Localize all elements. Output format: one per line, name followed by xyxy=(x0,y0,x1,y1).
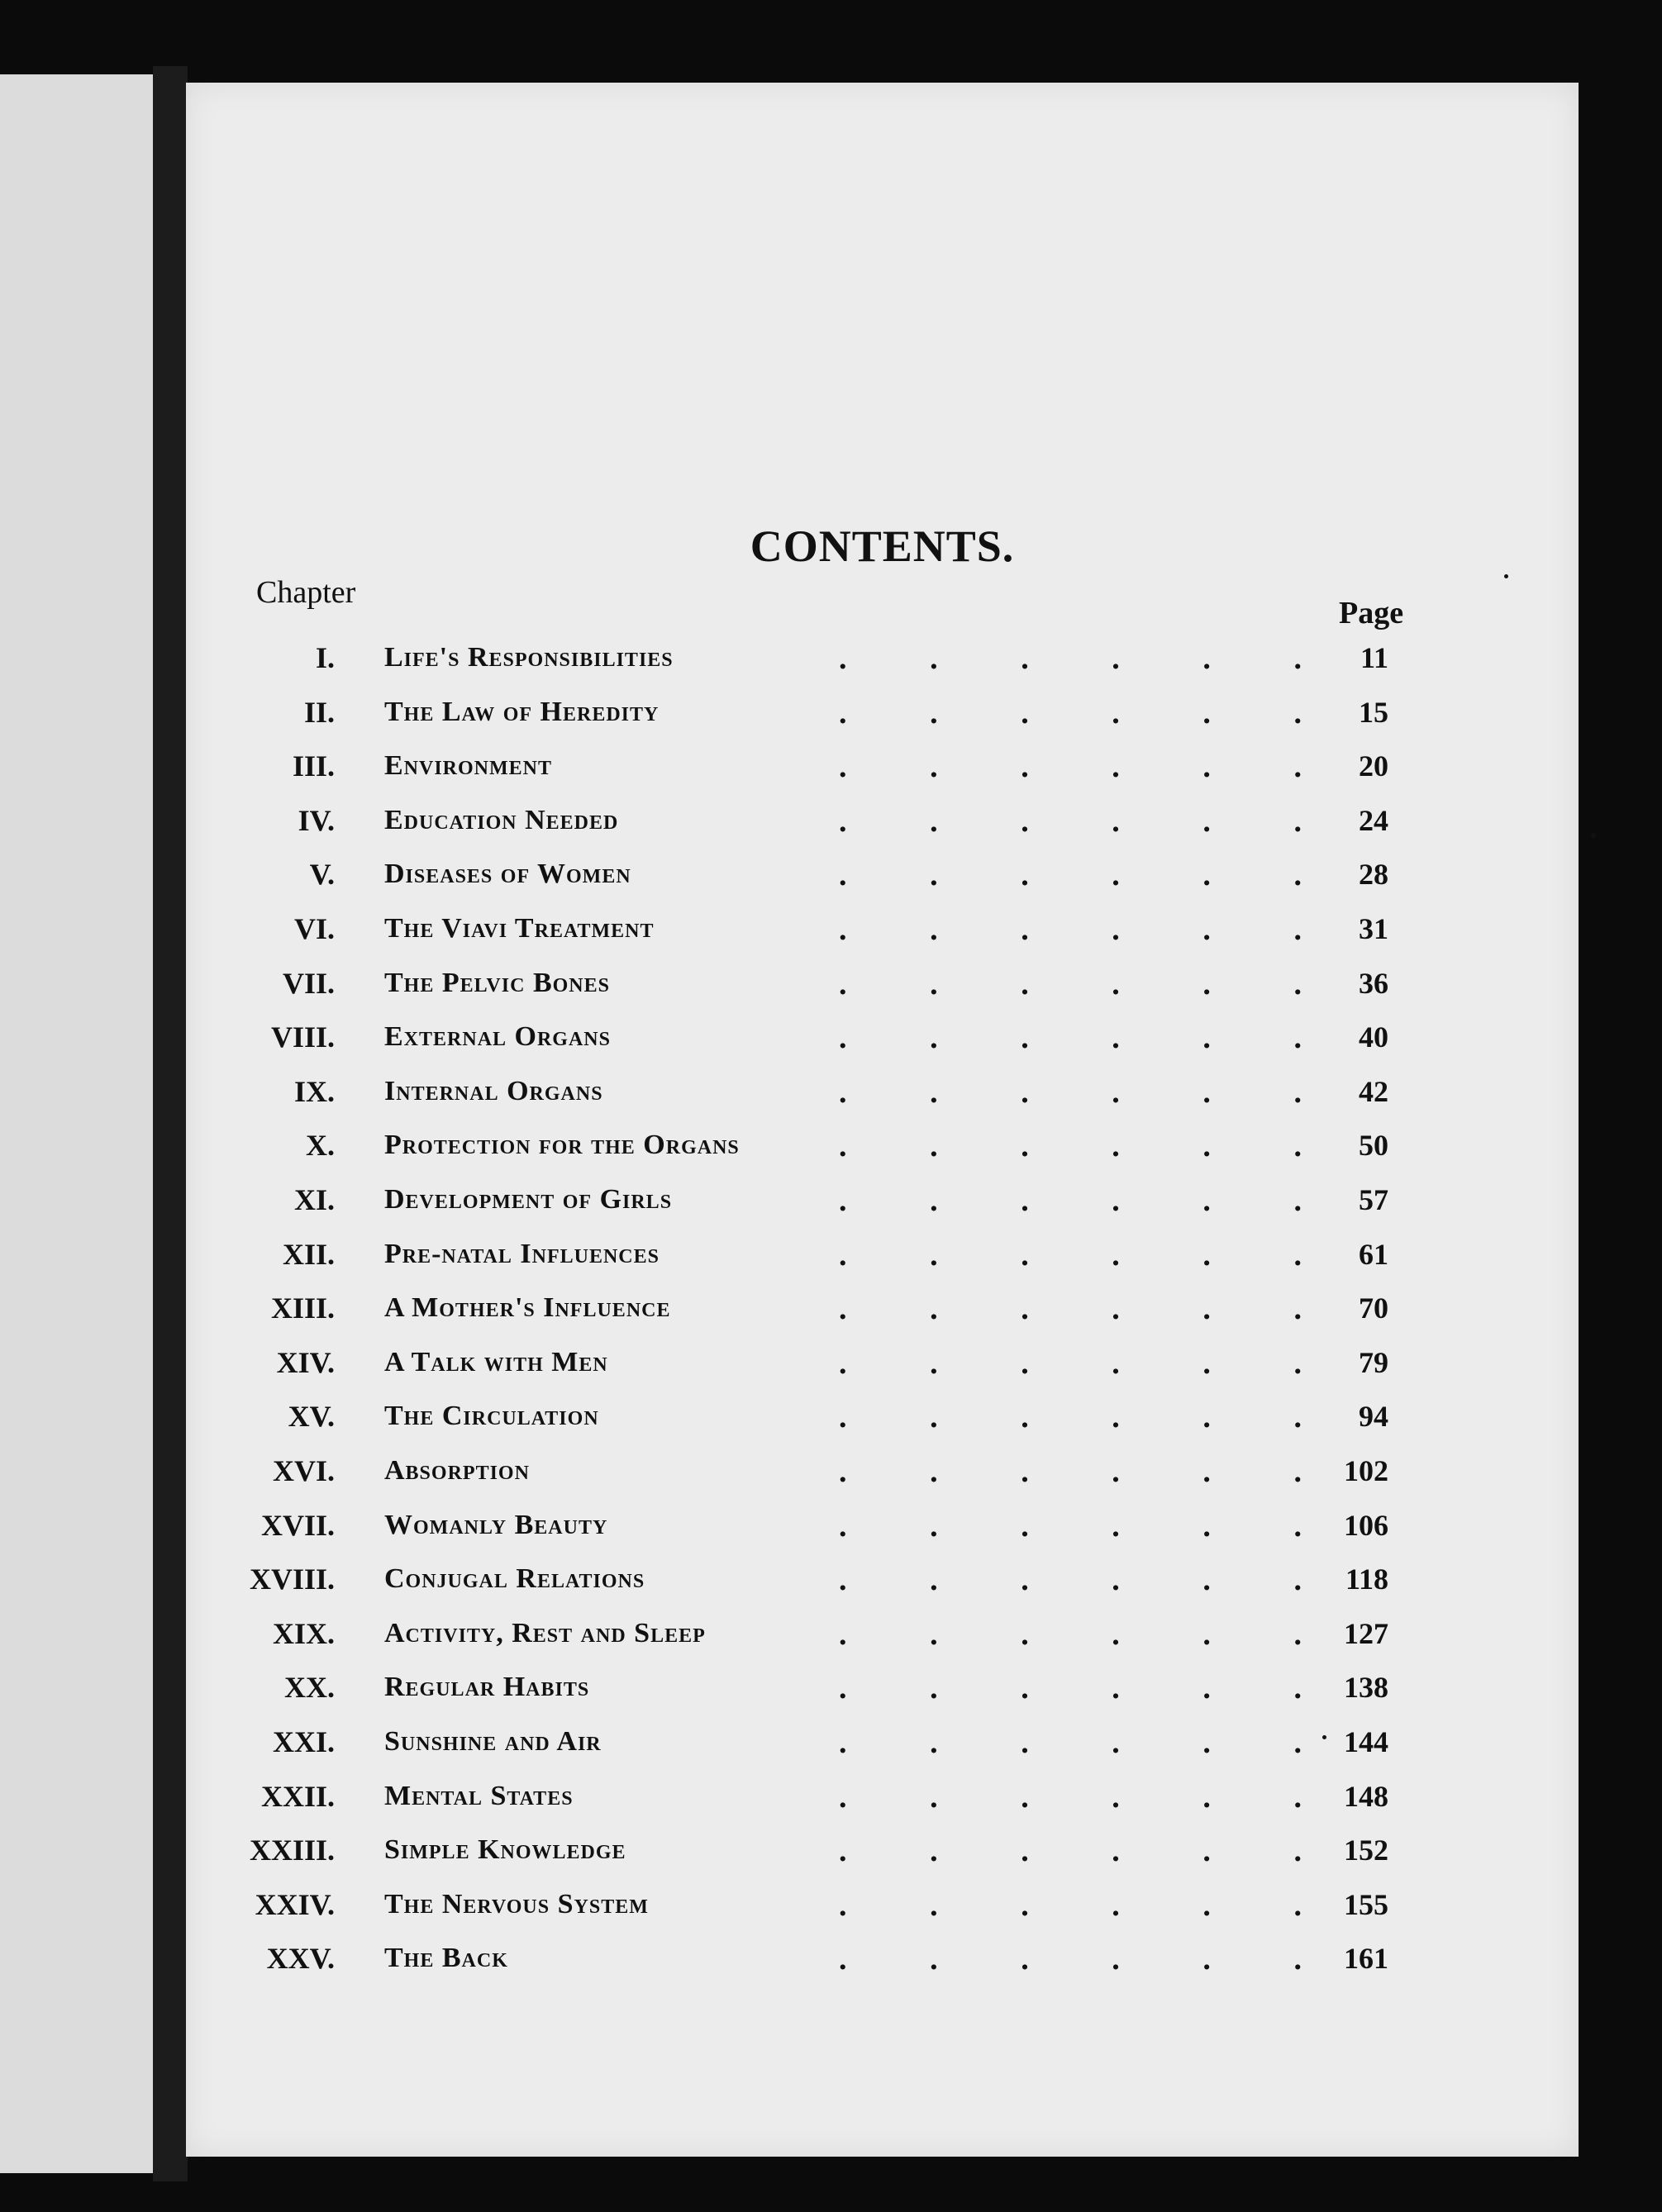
chapter-title: Education Needed xyxy=(384,804,619,835)
dot-leader: . . . . . . xyxy=(839,749,1302,785)
page-number: 138 xyxy=(1344,1671,1388,1705)
chapter-number: XXI. xyxy=(272,1725,335,1758)
page-number: 36 xyxy=(1359,966,1388,1000)
chapter-number: IX. xyxy=(293,1074,335,1108)
page-number: 24 xyxy=(1359,803,1388,837)
chapter-title: Womanly Beauty xyxy=(384,1509,608,1540)
toc-entry xyxy=(186,1399,1579,1449)
page-number: 28 xyxy=(1359,858,1388,892)
contents-page xyxy=(186,83,1579,2157)
book-binding xyxy=(153,66,188,2181)
chapter-number: XIX. xyxy=(272,1616,335,1650)
toc-entry xyxy=(186,695,1579,744)
chapter-number: XVI. xyxy=(272,1454,335,1487)
dot-leader: . . . . . . xyxy=(839,1942,1302,1977)
page-number: 20 xyxy=(1359,749,1388,783)
toc-entry xyxy=(186,1020,1579,1069)
toc-entry xyxy=(186,911,1579,961)
dot-leader: . . . . . . xyxy=(839,641,1302,676)
chapter-title: Activity, Rest and Sleep xyxy=(384,1617,706,1648)
paper-speck xyxy=(1504,574,1508,578)
chapter-number: XXIV. xyxy=(255,1887,335,1921)
toc-entry xyxy=(186,966,1579,1016)
chapter-title: Mental States xyxy=(384,1780,574,1811)
dot-leader: . . . . . . xyxy=(839,1616,1302,1652)
dot-leader: . . . . . . xyxy=(839,1129,1302,1164)
chapter-title: The Nervous System xyxy=(384,1888,649,1919)
paper-speck xyxy=(1322,1735,1326,1739)
dot-leader: . . . . . . xyxy=(839,695,1302,730)
chapter-number: V. xyxy=(309,858,335,892)
chapter-title: Conjugal Relations xyxy=(384,1563,645,1595)
page-number: 61 xyxy=(1359,1237,1388,1271)
page-number: 94 xyxy=(1359,1400,1388,1434)
chapter-title: Regular Habits xyxy=(384,1672,590,1703)
toc-entry xyxy=(186,1616,1579,1666)
page-title: CONTENTS. xyxy=(750,521,1015,571)
chapter-title: The Circulation xyxy=(384,1401,599,1432)
chapter-number: VI. xyxy=(293,912,335,945)
page-number: 79 xyxy=(1359,1345,1388,1379)
page-number: 102 xyxy=(1344,1454,1388,1487)
chapter-number: XIV. xyxy=(276,1345,335,1379)
dot-leader: . . . . . . xyxy=(839,912,1302,947)
dot-leader: . . . . . . xyxy=(839,858,1302,893)
toc-entry xyxy=(186,1941,1579,1991)
toc-entry xyxy=(186,640,1579,690)
toc-entry xyxy=(186,1562,1579,1611)
toc-entry xyxy=(186,1833,1579,1882)
dot-leader: . . . . . . xyxy=(839,1020,1302,1056)
chapter-number: X. xyxy=(306,1129,335,1163)
chapter-title: Environment xyxy=(384,750,553,782)
chapter-title: The Back xyxy=(384,1943,508,1974)
dot-leader: . . . . . . xyxy=(839,1834,1302,1869)
chapter-title: A Talk with Men xyxy=(384,1346,608,1377)
table-of-contents xyxy=(186,83,1579,2157)
chapter-title: Development of Girls xyxy=(384,1184,673,1215)
chapter-title: Internal Organs xyxy=(384,1075,603,1106)
dot-leader: . . . . . . xyxy=(839,1345,1302,1381)
chapter-title: Sunshine and Air xyxy=(384,1726,602,1757)
chapter-number: II. xyxy=(303,695,335,729)
page-number: 106 xyxy=(1344,1508,1388,1542)
chapter-title: A Mother's Influence xyxy=(384,1292,671,1324)
dot-leader: . . . . . . xyxy=(839,803,1302,839)
chapter-number: I. xyxy=(315,641,335,674)
page-number: 148 xyxy=(1344,1779,1388,1813)
chapter-number: XI. xyxy=(293,1183,335,1216)
toc-entry xyxy=(186,1670,1579,1720)
chapter-title: The Law of Heredity xyxy=(384,696,660,727)
page-number: 40 xyxy=(1359,1020,1388,1054)
chapter-number: XIII. xyxy=(270,1292,335,1325)
dot-leader: . . . . . . xyxy=(839,1400,1302,1435)
chapter-number: XXV. xyxy=(266,1942,335,1976)
chapter-title: The Viavi Treatment xyxy=(384,913,655,944)
page-number: 15 xyxy=(1359,695,1388,729)
dot-leader: . . . . . . xyxy=(839,1725,1302,1760)
dot-leader: . . . . . . xyxy=(839,1508,1302,1544)
facing-page-edge xyxy=(0,74,157,2173)
dot-leader: . . . . . . xyxy=(839,1183,1302,1218)
toc-entry xyxy=(186,803,1579,853)
page-number: 31 xyxy=(1359,912,1388,945)
dot-leader: . . . . . . xyxy=(839,1887,1302,1923)
chapter-number: IV. xyxy=(298,803,335,837)
toc-entry xyxy=(186,1237,1579,1287)
page-number: 50 xyxy=(1359,1129,1388,1163)
dot-leader: . . . . . . xyxy=(839,1074,1302,1110)
toc-entry xyxy=(186,1724,1579,1774)
chapter-number: XV. xyxy=(288,1400,335,1434)
chapter-number: III. xyxy=(292,749,335,783)
page-number: 11 xyxy=(1360,641,1388,674)
chapter-title: Life's Responsibilities xyxy=(384,642,674,673)
chapter-number: XVII. xyxy=(260,1508,335,1542)
toc-entry xyxy=(186,1291,1579,1340)
page-number: 152 xyxy=(1344,1834,1388,1867)
page-number: 127 xyxy=(1344,1616,1388,1650)
chapter-title: Simple Knowledge xyxy=(384,1834,626,1866)
chapter-title: External Organs xyxy=(384,1021,611,1053)
page-number: 70 xyxy=(1359,1292,1388,1325)
page-number: 155 xyxy=(1344,1887,1388,1921)
page-number: 144 xyxy=(1344,1725,1388,1758)
toc-entry xyxy=(186,749,1579,798)
page-number: 161 xyxy=(1344,1942,1388,1976)
chapter-number: XX. xyxy=(284,1671,335,1705)
toc-entry xyxy=(186,1887,1579,1937)
chapter-number: VIII. xyxy=(270,1020,335,1054)
dot-leader: . . . . . . xyxy=(839,1237,1302,1272)
toc-entry xyxy=(186,1779,1579,1829)
toc-entry xyxy=(186,1074,1579,1124)
chapter-column-header: Chapter xyxy=(256,575,356,610)
toc-entry xyxy=(186,1345,1579,1395)
dot-leader: . . . . . . xyxy=(839,966,1302,1001)
chapter-title: The Pelvic Bones xyxy=(384,967,610,998)
paper-speck xyxy=(1591,833,1596,838)
page-number: 42 xyxy=(1359,1074,1388,1108)
toc-entry xyxy=(186,1182,1579,1232)
toc-entry xyxy=(186,1128,1579,1177)
chapter-title: Absorption xyxy=(384,1455,530,1486)
chapter-number: XVIII. xyxy=(249,1563,335,1596)
chapter-title: Protection for the Organs xyxy=(384,1130,740,1161)
chapter-title: Pre-natal Influences xyxy=(384,1238,660,1269)
toc-entry xyxy=(186,857,1579,906)
chapter-number: XXIII. xyxy=(249,1834,335,1867)
page-number: 57 xyxy=(1359,1183,1388,1216)
dot-leader: . . . . . . xyxy=(839,1292,1302,1327)
toc-entry xyxy=(186,1508,1579,1558)
dot-leader: . . . . . . xyxy=(839,1454,1302,1489)
dot-leader: . . . . . . xyxy=(839,1779,1302,1815)
dot-leader: . . . . . . xyxy=(839,1563,1302,1598)
chapter-number: XII. xyxy=(282,1237,335,1271)
chapter-number: XXII. xyxy=(260,1779,335,1813)
chapter-title: Diseases of Women xyxy=(384,859,631,890)
page-number: 118 xyxy=(1345,1563,1388,1596)
page-column-header: Page xyxy=(1339,596,1404,630)
chapter-number: VII. xyxy=(282,966,335,1000)
toc-entry xyxy=(186,1453,1579,1503)
dot-leader: . . . . . . xyxy=(839,1671,1302,1706)
